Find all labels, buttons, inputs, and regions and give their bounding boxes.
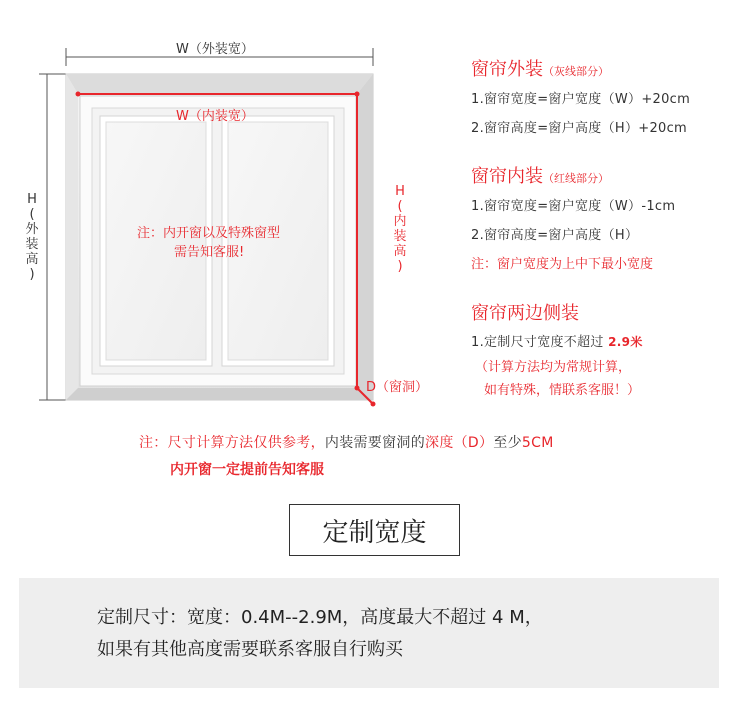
outer-install-title-text: 窗帘外装 (471, 59, 543, 80)
outer-height-char: H (27, 192, 37, 207)
inner-height-char: ) (397, 259, 403, 274)
bottom-note-part-e: 5CM (521, 435, 554, 451)
inner-install-note: 注：窗户宽度为上中下最小宽度 (471, 257, 654, 272)
band-line1: 定制尺寸：宽度：0.4M--2.9M，高度最大不超过 4 M， (97, 607, 543, 628)
bottom-note-part-d: 至少 (493, 435, 522, 451)
diagram-note-line1: 注：内开窗以及特殊窗型 (137, 226, 281, 241)
side-install-title: 窗帘两边侧装 (471, 303, 579, 324)
inner-height-char: 内 (393, 214, 407, 229)
bottom-note-part-b: 内装需要窗洞的 (324, 435, 426, 451)
outer-install-rule1: 1.窗帘宽度=窗户宽度（W）+20cm (471, 92, 691, 107)
inner-height-char: 高 (393, 244, 407, 259)
inner-height-label (393, 184, 407, 274)
inner-height-char: 装 (393, 229, 407, 244)
outer-height-char: 外 (25, 222, 39, 237)
inner-install-subtitle: （红线部分） (543, 172, 609, 185)
side-install-rule1-prefix: 1.定制尺寸宽度不超过 (471, 335, 604, 350)
outer-height-label (25, 192, 39, 282)
outer-height-dimension (39, 74, 66, 400)
outer-install-title (471, 55, 609, 81)
outer-height-char: ( (29, 207, 35, 222)
outer-height-char: 高 (25, 252, 39, 267)
side-install-rule1 (471, 331, 643, 350)
bottom-note-line1 (139, 432, 554, 452)
outer-install-subtitle: （灰线部分） (543, 65, 609, 78)
section-title-box: 定制宽度 (289, 504, 460, 556)
bottom-note-part-c: 深度（D） (425, 435, 494, 451)
inner-install-title (471, 162, 609, 188)
side-install-rule3: 如有特殊，情联系客服！） (484, 383, 641, 398)
inner-height-char: H (395, 184, 405, 199)
inner-install-rule2: 2.窗帘高度=窗户高度（H） (471, 228, 639, 243)
outer-height-char: 装 (25, 237, 39, 252)
band-line2: 如果有其他高度需要联系客服自行购买 (97, 639, 403, 660)
outer-install-rule2: 2.窗帘高度=窗户高度（H）+20cm (471, 121, 688, 136)
diagram-note-line2: 需告知客服! (174, 245, 245, 260)
inner-install-title-text: 窗帘内装 (471, 166, 543, 187)
inner-install-rule1: 1.窗帘宽度=窗户宽度（W）-1cm (471, 199, 676, 214)
side-install-rule2: （计算方法均为常规计算， (475, 360, 632, 375)
inner-height-char: ( (397, 199, 403, 214)
side-install-max-width: 2.9米 (608, 335, 643, 349)
inner-width-label: W（内装宽） (176, 109, 254, 124)
depth-label: D（窗洞） (366, 380, 429, 395)
bottom-note-part-a: 注：尺寸计算方法仅供参考， (139, 435, 325, 451)
info-band (19, 578, 719, 688)
outer-width-label: W（外装宽） (176, 42, 254, 57)
outer-height-char: ) (29, 267, 35, 282)
bottom-note-line2: 内开窗一定提前告知客服 (170, 462, 324, 478)
